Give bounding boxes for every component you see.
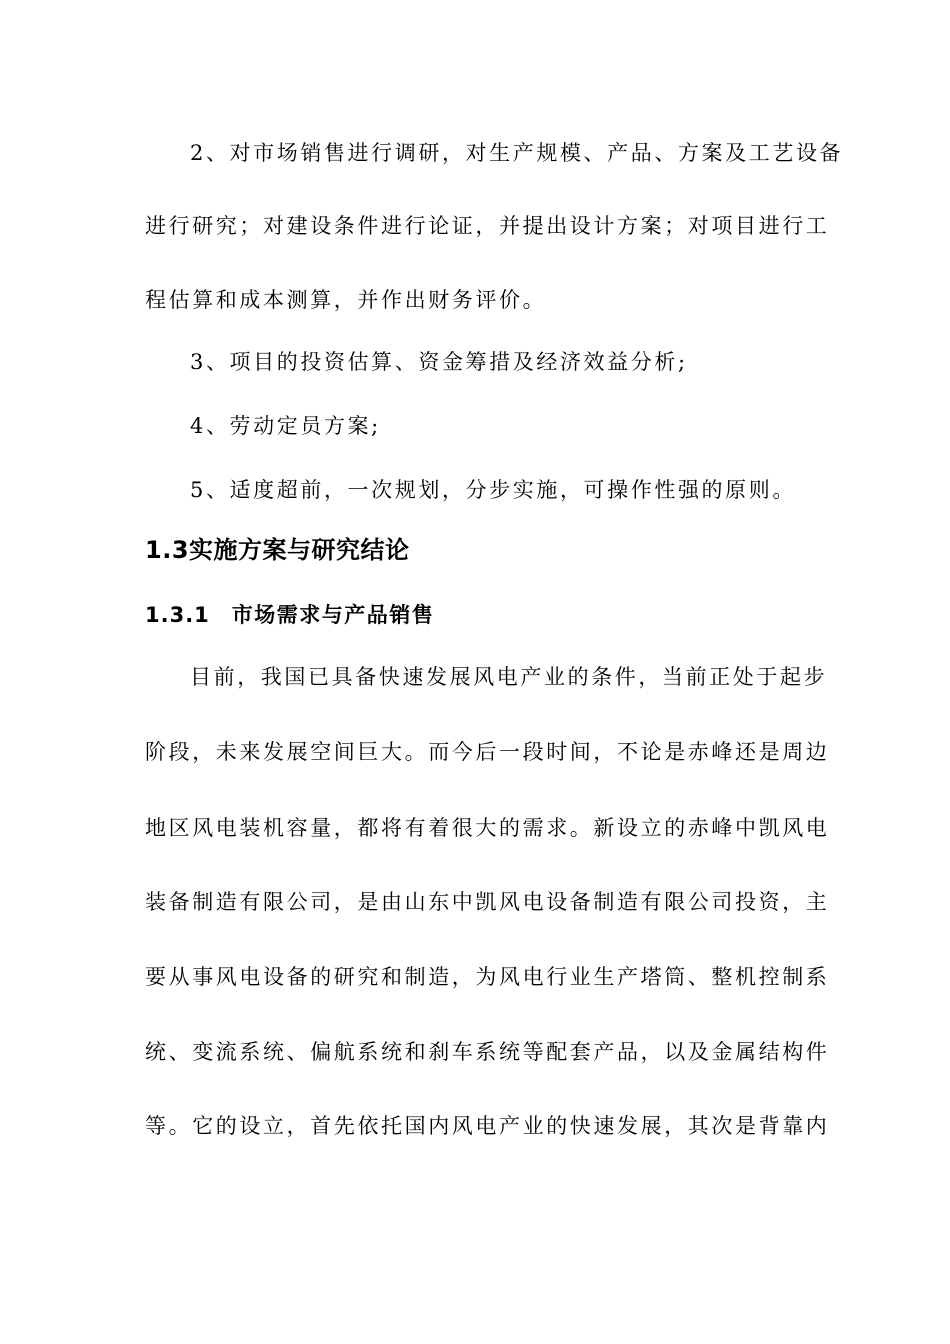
body-line-6: 统、变流系统、偏航系统和刹车系统等配套产品，以及金属结构件: [145, 1040, 830, 1064]
body-line-1: 目前，我国已具备快速发展风电产业的条件，当前正处于起步: [190, 665, 828, 689]
body-line-5: 要从事风电设备的研究和制造，为风电行业生产塔筒、整机控制系: [145, 965, 830, 989]
list-item-4: 4、劳动定员方案;: [190, 414, 381, 438]
subsection-title: 市场需求与产品销售: [231, 603, 435, 627]
body-line-4: 装备制造有限公司，是由山东中凯风电设备制造有限公司投资，主: [145, 890, 830, 914]
section-heading: 1.3实施方案与研究结论: [145, 536, 410, 564]
subsection-heading: [145, 601, 434, 629]
body-line-3: 地区风电装机容量，都将有着很大的需求。新设立的赤峰中凯风电: [145, 816, 830, 840]
list-item-2-line-1: 2、对市场销售进行调研，对生产规模、产品、方案及工艺设备: [190, 141, 844, 165]
list-item-5: 5、适度超前，一次规划，分步实施，可操作性强的原则。: [190, 478, 796, 502]
list-item-3: 3、项目的投资估算、资金筹措及经济效益分析;: [190, 350, 688, 374]
body-line-2: 阶段，未来发展空间巨大。而今后一段时间，不论是赤峰还是周边: [145, 740, 830, 764]
list-item-2-line-3: 程估算和成本测算，并作出财务评价。: [145, 288, 547, 312]
body-line-7: 等。它的设立，首先依托国内风电产业的快速发展，其次是背靠内: [145, 1114, 830, 1138]
list-item-2-line-2: 进行研究；对建设条件进行论证，并提出设计方案；对项目进行工: [145, 214, 830, 238]
subsection-number: 1.3.1: [145, 603, 210, 627]
